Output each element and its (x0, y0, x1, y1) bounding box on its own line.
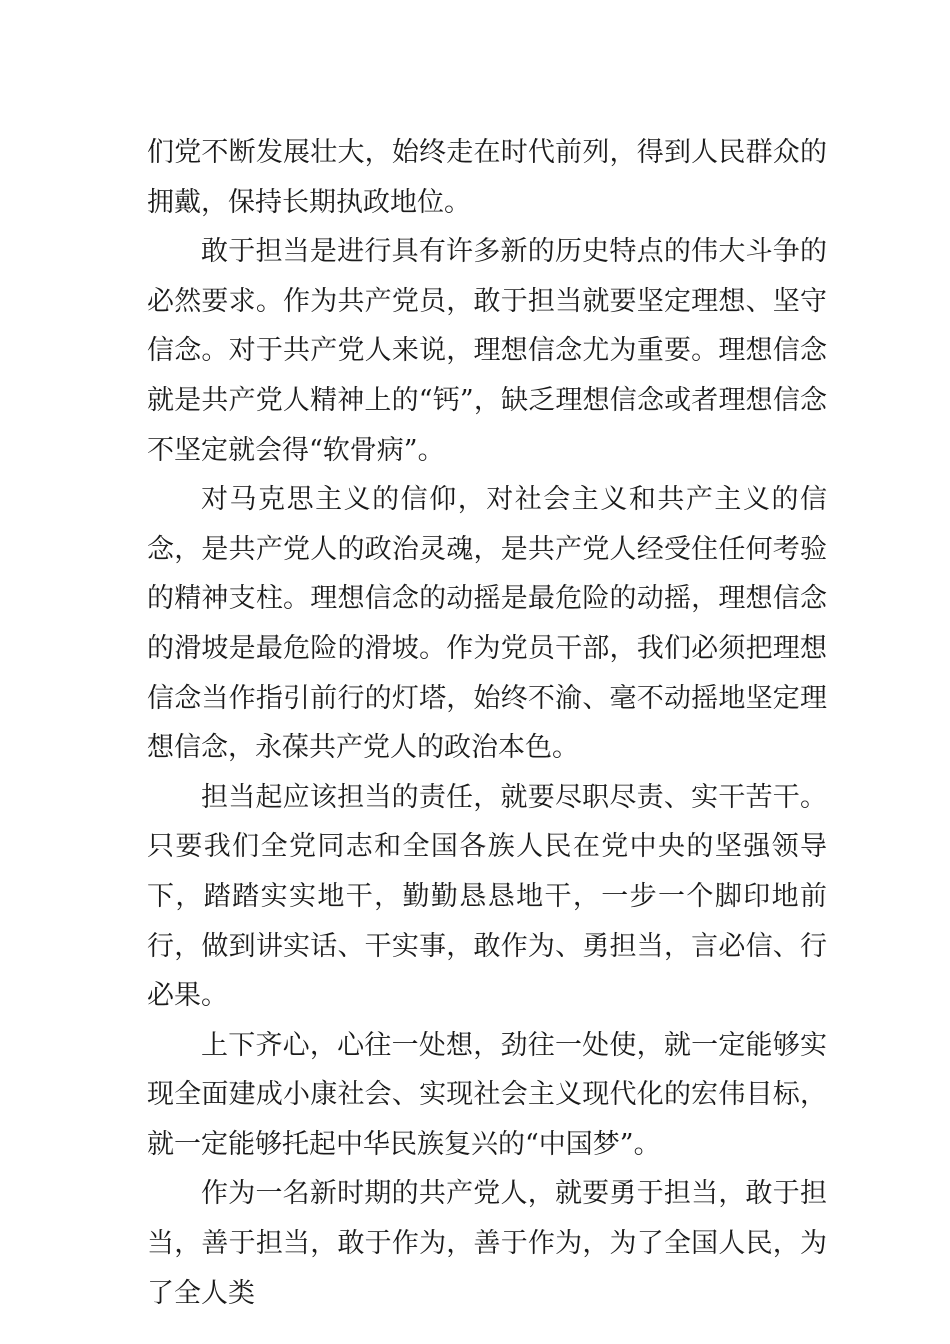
paragraph-2: 敢于担当是进行具有许多新的历史特点的伟大斗争的必然要求。作为共产党员，敢于担当就要坚定理想、坚守信念。对于共产党人来说，理想信念尤为重要。理想信念就是共产党人精神上的“钙”，缺乏理想信念或者理想信念不坚定就会得“软骨病”。 (147, 236, 827, 466)
paragraph-4: 担当起应该担当的责任，就要尽职尽责、实干苦干。只要我们全党同志和全国各族人民在党中央的坚强领导下，踏踏实实地干，勤勤恳恳地干，一步一个脚印地前行，做到讲实话、干实事，敢作为、勇担当，言必信、行必果。 (147, 781, 827, 1012)
paragraph-6: 作为一名新时期的共产党人，就要勇于担当，敢于担当，善于担当，敢于作为，善于作为，为了全国人民，为了全人类 (147, 1178, 827, 1309)
paragraph-3: 对马克思主义的信仰，对社会主义和共产主义的信念，是共产党人的政治灵魂，是共产党人经受住任何考验的精神支柱。理想信念的动摇是最危险的动摇，理想信念的滑坡是最危险的滑坡。作为党员干部，我们必须把理想信念当作指引前行的灯塔，始终不渝、毫不动摇地坚定理想信念，永葆共产党人的政治本色。 (147, 484, 827, 764)
paragraph-1: 们党不断发展壮大，始终走在时代前列，得到人民群众的拥戴，保持长期执政地位。 (147, 137, 827, 218)
document-body (147, 128, 827, 1318)
paragraph-5: 上下齐心，心往一处想，劲往一处使，就一定能够实现全面建成小康社会、实现社会主义现代化的宏伟目标，就一定能够托起中华民族复兴的“中国梦”。 (147, 1029, 827, 1160)
